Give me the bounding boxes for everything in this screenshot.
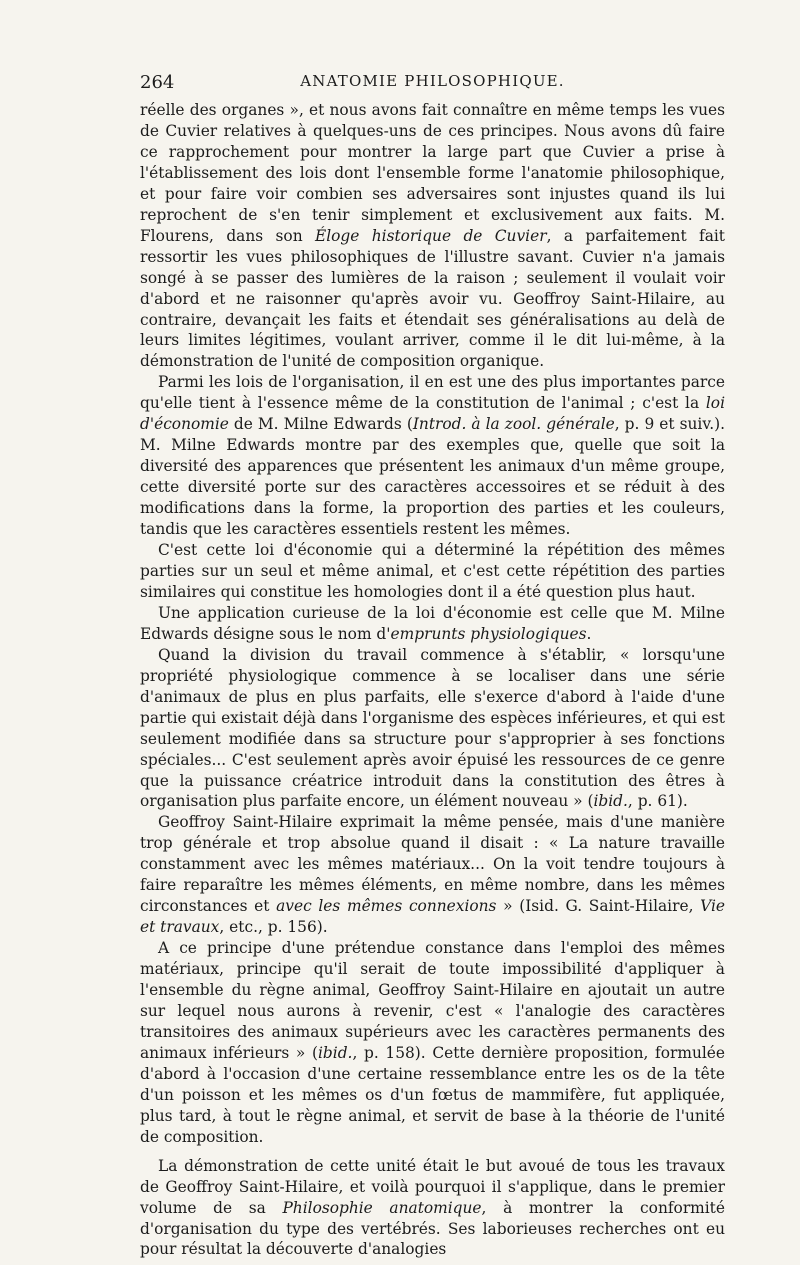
paragraph [140, 812, 725, 938]
text-run: , p. 158). Cette dernière proposition, formulée d'abord à l'occasion d'une certaine ressemblance entre les os de la tête d'un poisson et les mêmes os d'un fœtus de mammifère, fut appliquée, plus tard, à tout le règne animal, et servit de base à la théorie de l'unité de composition. [140, 1043, 726, 1146]
italic-run: Philosophie anatomique [282, 1198, 482, 1217]
page-header [140, 72, 725, 98]
text-run: , etc., p. 156). [219, 918, 328, 937]
text-run: de M. Milne Edwards ( [228, 415, 413, 434]
text-run: » (Isid. G. Saint-Hilaire, [496, 897, 701, 916]
italic-run: ibid. [318, 1043, 353, 1062]
text-run: réelle des organes », et nous avons fait connaître en même temps les vues de Cuvier relatives à quelques-uns de ces principes. Nous avons dû faire ce rapprochement pour montrer la large part que Cuvier a prise à l'établissement des lois dont l'ensemble forme l'anatomie philosophique, et pour faire voir combien ses adversaires sont injustes quand ils lui reprochent de s'en tenir simplement et exclusivement aux faits. M. Flourens, dans son [140, 101, 725, 245]
text-run: La démonstration de cette unité était le but avoué de tous les travaux de Geoffroy Saint-Hilaire, et voilà pourquoi il s'applique, dans le premier volume de sa [140, 1156, 725, 1217]
text-body [140, 100, 725, 1260]
text-run: C'est cette loi d'économie qui a déterminé la répétition des mêmes parties sur un seul et même animal, et c'est cette répétition des parties similaires qui constitue les homologies dont il a été question plus haut. [140, 541, 725, 601]
italic-run: Éloge historique de Cuvier [314, 226, 547, 245]
paragraph [140, 540, 725, 603]
italic-run: avec les mêmes connexions [276, 897, 497, 916]
text-run: . [586, 624, 592, 643]
text-run: Quand la division du travail commence à s'établir, « lorsqu'une propriété physiologique commence à se localiser dans une série d'animaux de plus en plus parfaits, elle s'exerce d'abord à l'aide d'une partie qui existait déjà dans l'organisme des espèces inférieures, et qui est seulement modifiée dans sa structure pour s'approprier à ses fonctions spéciales... C'est seulement après avoir épuisé les ressources de ce genre que la puissance créatrice introduit dans la constitution des êtres à organisation plus parfaite encore, un élément nouveau » ( [140, 645, 725, 811]
text-run: , à montrer la conformité d'organisation du type des vertébrés. Ses laborieuses recherches ont eu pour résultat la découverte d'analogies [140, 1198, 725, 1259]
paragraph [140, 938, 725, 1148]
text-run: A ce principe d'une prétendue constance dans l'emploi des mêmes matériaux, principe qu'il serait de toute impossibilité d'appliquer à l'ensemble du règne animal, Geoffroy Saint-Hilaire en ajoutait un autre sur lequel nous aurons à revenir, c'est « l'analogie des caractères transitoires des animaux supérieurs avec les caractères permanents des animaux inférieurs » ( [140, 939, 725, 1062]
running-title: ANATOMIE PHILOSOPHIQUE. [300, 72, 565, 90]
text-run: Geoffroy Saint-Hilaire exprimait la même pensée, mais d'une manière trop générale et trop absolue quand il disait : « La nature travaille constamment avec les mêmes matériaux... On la voit tendre toujours à faire reparaître les mêmes éléments, en même nombre, dans les mêmes circonstances et [140, 813, 725, 916]
italic-run: Vie et travaux [140, 897, 726, 937]
italic-run: loi d'économie [140, 394, 725, 434]
italic-run: Introd. à la zool. générale [412, 415, 615, 434]
text-run: Parmi les lois de l'organisation, il en est une des plus importantes parce qu'elle tient à l'essence même de la constitution de l'animal ; c'est la [140, 373, 725, 413]
paragraph [140, 645, 725, 813]
paragraph [140, 100, 725, 372]
paragraph [140, 1156, 725, 1261]
text-run: , p. 9 et suiv.). M. Milne Edwards montre par des exemples que, quelle que soit la diversité des apparences que présentent les animaux d'un même groupe, cette diversité porte sur des caractères accessoires et se réduit à des modifications dans la forme, la proportion des parties et les couleurs, tandis que les caractères essentiels restent les mêmes. [140, 415, 725, 539]
italic-run: emprunts physiologiques [390, 624, 587, 643]
text-run: , a parfaitement fait ressortir les vues philosophiques de l'illustre savant. Cuvier n'a jamais songé à se passer des lumières de la raison ; seulement il voulait voir d'abord et ne raisonner qu'après avoir vu. Geoffroy Saint-Hilaire, au contraire, devançait les faits et étendait ses généralisations au delà de leurs limites légitimes, voulant arriver, comme il le dit lui-même, à la démonstration de l'unité de composition organique. [140, 226, 725, 371]
text-run: , p. 61). [627, 792, 688, 811]
paragraph [140, 603, 725, 645]
paragraph [140, 372, 725, 540]
text-run: Une application curieuse de la loi d'économie est celle que M. Milne Edwards désigne sous le nom d' [140, 603, 725, 643]
italic-run: ibid. [593, 792, 628, 811]
page-number: 264 [140, 72, 175, 93]
